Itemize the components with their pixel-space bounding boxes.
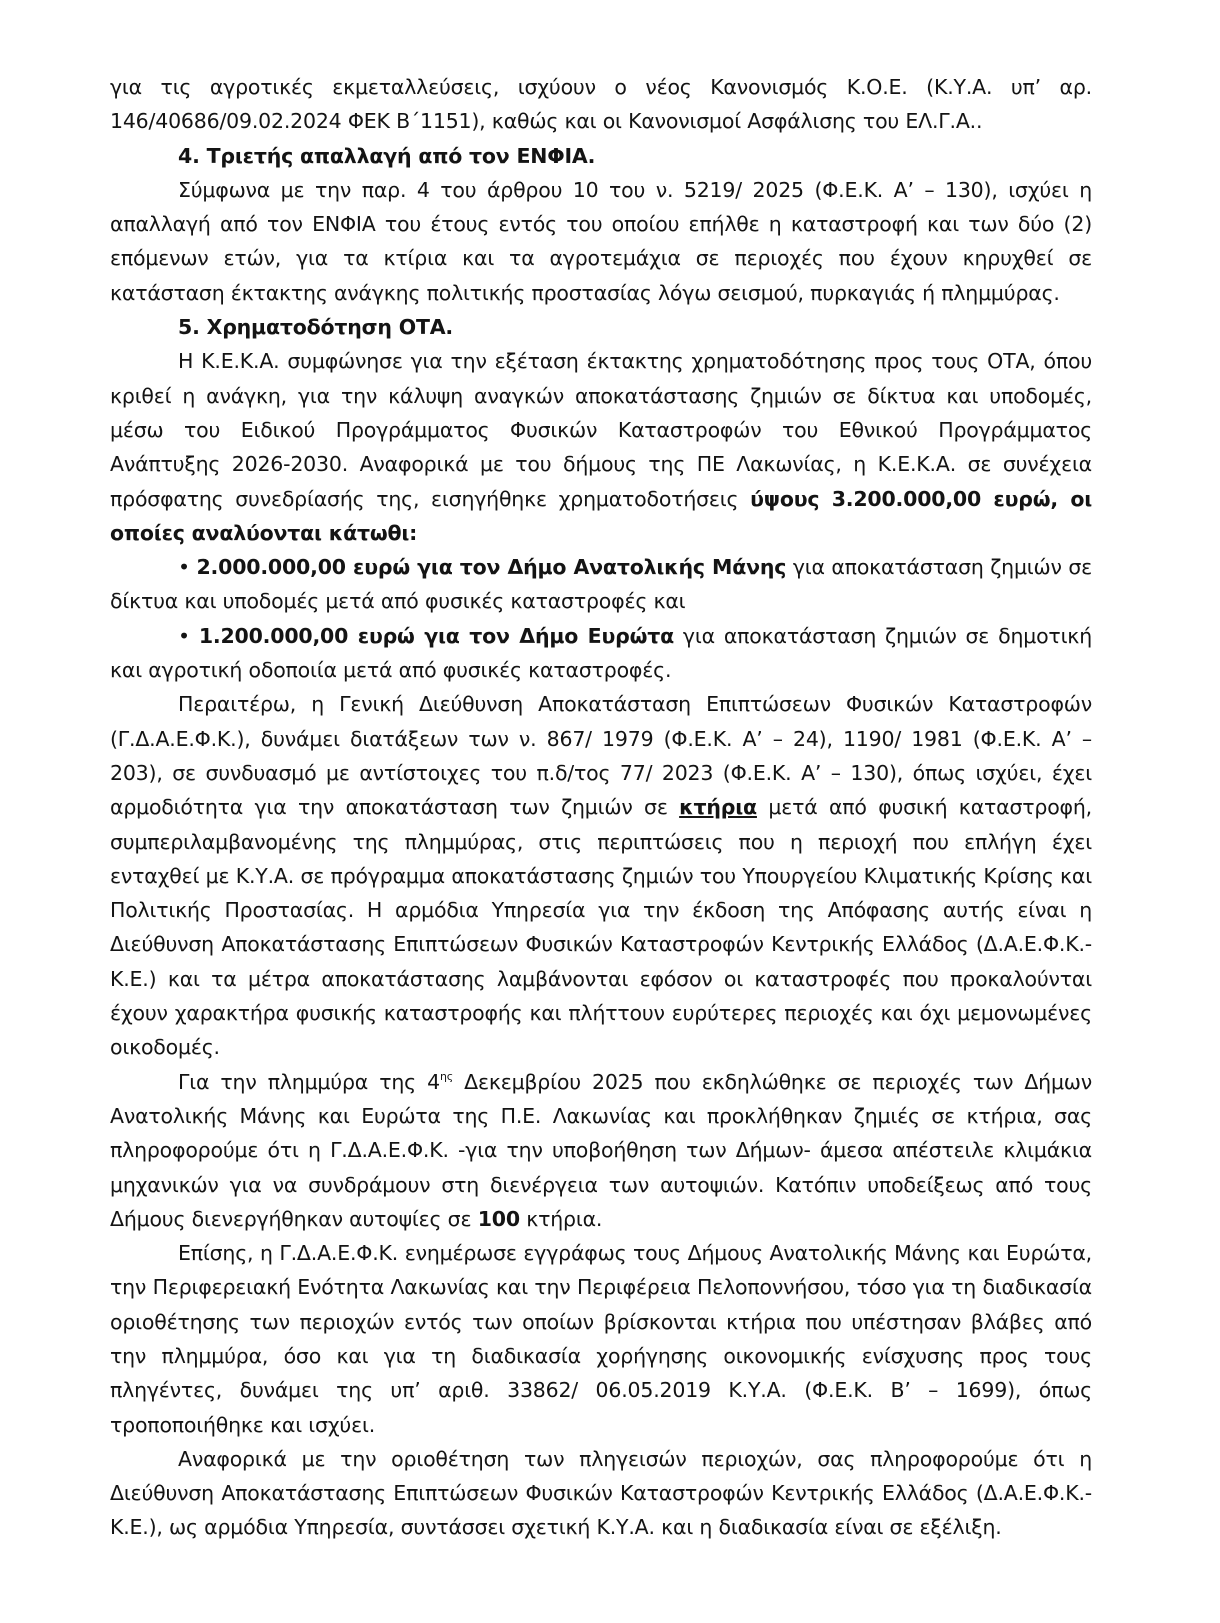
document-page bbox=[110, 70, 1092, 1545]
flood-inspection-paragraph bbox=[110, 1065, 1092, 1236]
flood-text-after: κτήρια. bbox=[519, 1206, 603, 1231]
funding-purpose: για αποκατάσταση ζημιών σε δίκτυα και υποδομές μετά από φυσικές καταστροφές και bbox=[110, 555, 1092, 614]
inspected-buildings-count: 100 bbox=[477, 1206, 520, 1231]
section-5-text: Η Κ.Ε.Κ.Α. συμφώνησε για την εξέταση έκτακτης χρηματοδότησης προς τους ΟΤΑ, όπου κριθεί η ανάγκη, για την κάλυψη αναγκών αποκατάστασης ζημιών σε δίκτυα και υποδομές, μέσω του Ειδικού Προγράμματος Φυσικών Καταστροφών του Εθνικού Προγράμματος Ανάπτυξης 2026-2030. Αναφορικά με του δήμους της ΠΕ Λακωνίας, η Κ.Ε.Κ.Α. σε συνέχεια πρόσφατης συνεδρίασής της, εισηγήθηκε χρηματοδοτήσεις bbox=[110, 349, 1092, 511]
funding-bullet-item bbox=[110, 550, 1092, 619]
funding-amount-anatoliki-mani: 2.000.000,00 ευρώ για τον Δήμο Ανατολικής Μάνης bbox=[196, 555, 787, 580]
flood-text-middle: Δεκεμβρίου 2025 που εκδηλώθηκε σε περιοχές των Δήμων Ανατολικής Μάνης και Ευρώτα της Π.Ε. Λακωνίας και προκλήθηκαν ζημιές σε κτήρια, σας πληροφορούμε ότι η Γ.Δ.Α.Ε.Φ.Κ. -για την υποβοήθηση των Δήμων- άμεσα απέστειλε κλιμάκια μηχανικών για να συνδράμουν στη διενέργεια των αυτοψιών. Κατόπιν υποδείξεως από τους Δήμους διενεργήθηκαν αυτοψίες σε bbox=[110, 1069, 1093, 1231]
gdaefk-competence-paragraph bbox=[110, 687, 1092, 1064]
section-4-paragraph: Σύμφωνα με την παρ. 4 του άρθρου 10 του ν. 5219/ 2025 (Φ.Ε.Κ. Α’ – 130), ισχύει η απαλλαγή από τον ΕΝΦΙΑ του έτους εντός του οποίου επήλθε η καταστροφή και των δύο (2) επόμενων ετών, για τα κτίρια και τα αγροτεμάχια σε περιοχές που έχουν κηρυχθεί σε κατάσταση έκτακτης ανάγκης πολιτικής προστασίας λόγω σεισμού, πυρκαγιάς ή πλημμύρας. bbox=[110, 177, 1092, 305]
section-5-total-amount: ύψους 3.200.000,00 ευρώ, οι οποίες αναλύονται κάτωθι: bbox=[110, 486, 1092, 545]
gdaefk-text-after: μετά από φυσική καταστροφή, συμπεριλαμβανομένης της πλημμύρας, στις περιπτώσεις που η περιοχή που επλήγη έχει ενταχθεί με Κ.Υ.Α. σε πρόγραμμα αποκατάστασης ζημιών του Υπουργείου Κλιματικής Κρίσης και Πολιτικής Προστασίας. Η αρμόδια Υπηρεσία για την έκδοση της Απόφασης αυτής είναι η Διεύθυνση Αποκατάστασης Επιπτώσεων Φυσικών Καταστροφών Κεντρικής Ελλάδος (Δ.Α.Ε.Φ.Κ.-Κ.Ε.) και τα μέτρα αποκατάστασης λαμβάνονται εφόσον οι καταστροφές που προκαλούνται έχουν χαρακτήρα φυσικής καταστροφής και πλήττουν ευρύτερες περιοχές και όχι μεμονωμένες οικοδομές. bbox=[110, 795, 1092, 1060]
intro-paragraph: για τις αγροτικές εκμεταλλεύσεις, ισχύουν ο νέος Κανονισμός Κ.Ο.Ε. (Κ.Υ.Α. υπ’ αρ. 146/40686/09.02.2024 ΦΕΚ Β΄1151), καθώς και οι Κανονισμοί Ασφάλισης του ΕΛ.Γ.Α.. bbox=[110, 75, 1092, 134]
notification-paragraph: Επίσης, η Γ.Δ.Α.Ε.Φ.Κ. ενημέρωσε εγγράφως τους Δήμους Ανατολικής Μάνης και Ευρώτα, την Περιφερειακή Ενότητα Λακωνίας και την Περιφέρεια Πελοποννήσου, τόσο για τη διαδικασία οριοθέτησης των περιοχών εντός των οποίων βρίσκονται κτήρια που υπέστησαν βλάβες από την πλημμύρα, όσο και για τη διαδικασία χορήγησης οικονομικής ενίσχυσης προς τους πληγέντες, δυνάμει της υπ’ αριθ. 33862/ 06.05.2019 Κ.Υ.Α. (Φ.Ε.Κ. Β’ – 1699), όπως τροποποιήθηκε και ισχύει. bbox=[110, 1241, 1092, 1437]
funding-purpose: για αποκατάσταση ζημιών σε δημοτική και αγροτική οδοποιία μετά από φυσικές καταστροφές. bbox=[110, 623, 1092, 683]
section-5-paragraph bbox=[110, 344, 1092, 550]
gdaefk-text-before: Περαιτέρω, η Γενική Διεύθυνση Αποκατάσταση Επιπτώσεων Φυσικών Καταστροφών (Γ.Δ.Α.Ε.Φ.Κ.), δυνάμει διατάξεων των ν. 867/ 1979 (Φ.Ε.Κ. Α’ – 24), 1190/ 1981 (Φ.Ε.Κ. Α’ – 203), σε συνδυασμό με αντίστοιχες του π.δ/τος 77/ 2023 (Φ.Ε.Κ. Α’ – 130), όπως ισχύει, έχει αρμοδιότητα για την αποκατάσταση των ζημιών σε bbox=[110, 692, 1092, 820]
section-4-heading: 4. Τριετής απαλλαγή από τον ΕΝΦΙΑ. bbox=[178, 143, 596, 168]
funding-bullet-item bbox=[110, 619, 1092, 688]
bullet-icon: • bbox=[178, 623, 190, 648]
section-5-heading: 5. Χρηματοδότηση ΟΤΑ. bbox=[178, 315, 454, 340]
buildings-emphasis: κτήρια bbox=[679, 795, 757, 820]
bullet-icon: • bbox=[178, 555, 190, 580]
funding-amount-evrotas: 1.200.000,00 ευρώ για τον Δήμο Ευρώτα bbox=[198, 623, 674, 648]
flood-text-before: Για την πλημμύρα της 4 bbox=[178, 1069, 440, 1094]
ordinal-superscript: ης bbox=[439, 1069, 453, 1083]
delimitation-paragraph: Αναφορικά με την οριοθέτηση των πληγεισών περιοχών, σας πληροφορούμε ότι η Διεύθυνση Αποκατάστασης Επιπτώσεων Φυσικών Καταστροφών Κεντρικής Ελλάδος (Δ.Α.Ε.Φ.Κ.-Κ.Ε.), ως αρμόδια Υπηρεσία, συντάσσει σχετική Κ.Υ.Α. και η διαδικασία είναι σε εξέλιξη. bbox=[110, 1446, 1092, 1540]
